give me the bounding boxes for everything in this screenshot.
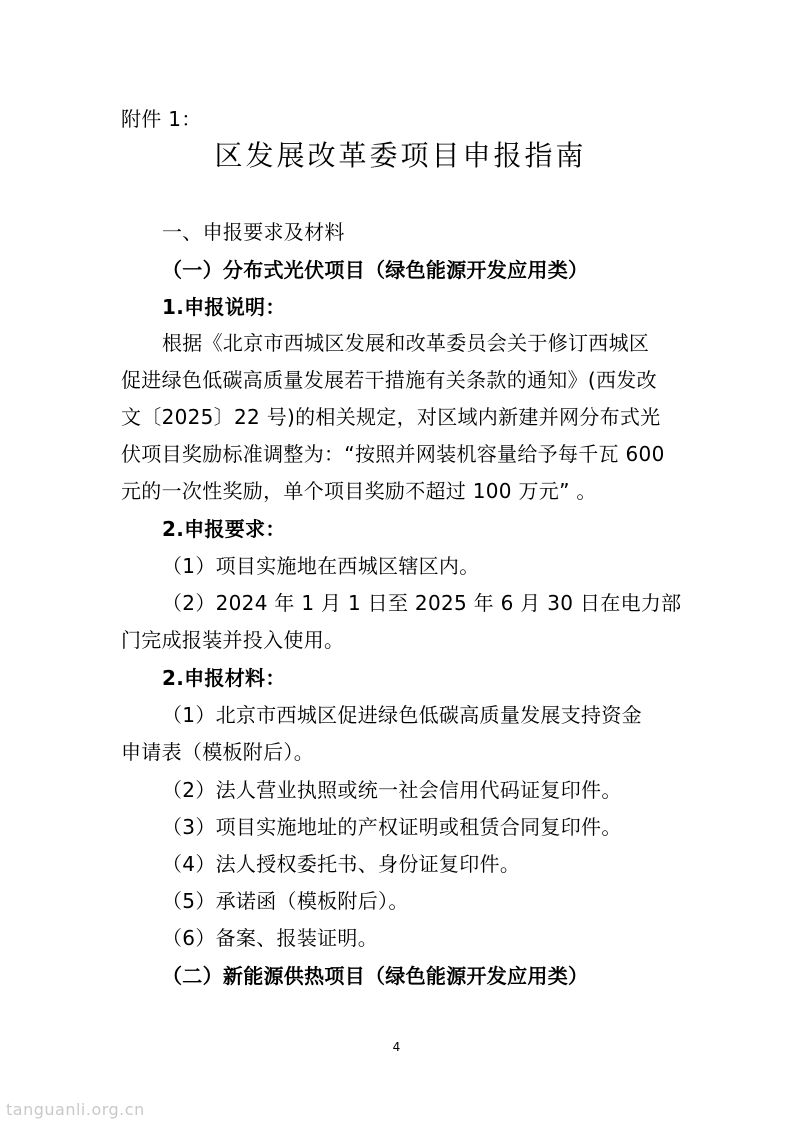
item-heading-description: 1.申报说明： [162,295,286,319]
paragraph-line: 文〔2025〕22 号)的相关规定，对区域内新建并网分布式光 [121,405,661,429]
requirement-item-continued: 门完成报装并投入使用。 [121,628,345,652]
requirement-item: （2）2024 年 1 月 1 日至 2025 年 6 月 30 日在电力部 [162,591,682,615]
material-item: （4）法人授权委托书、身份证复印件。 [162,852,521,876]
subsection-heading-solar: （一）分布式光伏项目（绿色能源开发应用类） [162,258,589,282]
paragraph-line: 伏项目奖励标准调整为：“按照并网装机容量给予每千瓦 600 [121,442,665,466]
material-item: （1）北京市西城区促进绿色低碳高质量发展支持资金 [162,703,642,727]
material-item: （2）法人营业执照或统一社会信用代码证复印件。 [162,778,622,802]
paragraph-line: 促进绿色低碳高质量发展若干措施有关条款的通知》(西发改 [121,368,657,392]
requirement-item: （1）项目实施地在西城区辖区内。 [162,554,480,578]
watermark: tanguanli.org.cn [6,1100,145,1119]
item-heading-requirements: 2.申报要求： [162,517,286,541]
material-item: （6）备案、报装证明。 [162,926,379,950]
page-number: 4 [392,1040,401,1054]
document-title: 区发展改革委项目申报指南 [214,139,587,172]
section-heading: 一、申报要求及材料 [162,220,345,244]
subsection-heading-heating: （二）新能源供热项目（绿色能源开发应用类） [162,964,589,988]
material-item-continued: 申请表（模板附后）。 [121,740,314,764]
paragraph-line: 元的一次性奖励，单个项目奖励不超过 100 万元” 。 [121,479,597,503]
material-item: （3）项目实施地址的产权证明或租赁合同复印件。 [162,815,622,839]
item-heading-materials: 2.申报材料： [162,666,286,690]
material-item: （5）承诺函（模板附后）。 [162,889,409,913]
paragraph-line: 根据《北京市西城区发展和改革委员会关于修订西城区 [162,331,650,355]
attachment-label: 附件 1： [121,107,202,131]
